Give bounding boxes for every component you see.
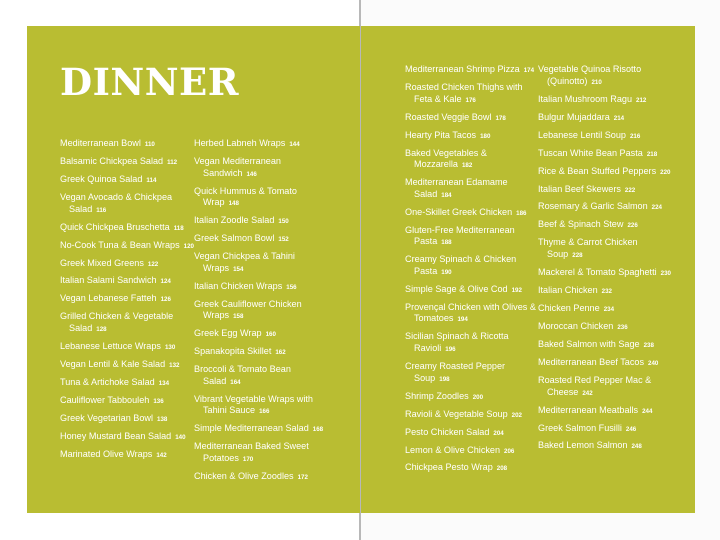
recipe-entry	[60, 449, 195, 462]
recipe-entry	[405, 225, 540, 249]
recipe-entry	[405, 302, 540, 326]
recipe-name: Lemon & Olive Chicken	[405, 444, 501, 455]
recipe-name: Quick Hummus & Tomato Wrap	[194, 185, 297, 208]
recipe-entry	[194, 394, 329, 418]
recipe-page-number: 246	[625, 425, 637, 433]
recipe-name: Greek Cauliflower Chicken Wraps	[194, 298, 302, 321]
recipe-page-number: 248	[631, 443, 642, 451]
recipe-entry	[538, 219, 673, 232]
recipe-name: Ravioli & Vegetable Soup	[405, 408, 508, 419]
recipe-page-number: 134	[158, 380, 170, 387]
recipe-column-2	[194, 138, 329, 489]
recipe-entry	[405, 427, 540, 440]
recipe-page-number: 118	[173, 224, 184, 232]
recipe-name: Rosemary & Garlic Salmon	[538, 201, 648, 212]
recipe-entry	[538, 267, 673, 280]
recipe-name: Vegan Mediterranean Sandwich	[194, 155, 281, 178]
recipe-page-number: 234	[603, 306, 615, 313]
recipe-page-number: 142	[156, 451, 167, 459]
recipe-name: Gluten-Free Mediterranean Pasta	[405, 224, 515, 247]
recipe-entry	[405, 391, 540, 404]
recipe-page-number: 220	[660, 168, 671, 176]
recipe-entry	[538, 321, 673, 334]
recipe-entry	[60, 138, 195, 151]
recipe-name: Honey Mustard Bean Salad	[60, 430, 172, 441]
recipe-entry	[194, 233, 329, 246]
recipe-entry	[538, 375, 673, 399]
recipe-page-number: 226	[627, 222, 638, 230]
recipe-name: Tuna & Artichoke Salad	[60, 377, 155, 387]
recipe-page-number: 164	[230, 378, 241, 386]
recipe-name: Beef & Spinach Stew	[538, 219, 624, 230]
recipe-name: Vegetable Quinoa Risotto (Quinotto)	[538, 64, 642, 86]
recipe-page-number: 168	[312, 426, 324, 434]
recipe-entry	[194, 138, 329, 151]
recipe-name: One-Skillet Greek Chicken	[405, 206, 513, 217]
recipe-entry	[60, 275, 195, 288]
recipe-name: Lebanese Lentil Soup	[538, 129, 626, 140]
recipe-page-number: 152	[278, 236, 289, 244]
recipe-entry	[405, 177, 540, 201]
recipe-name: Mediterranean Beef Tacos	[538, 356, 644, 367]
recipe-name: Bulgur Mujaddara	[538, 111, 610, 122]
recipe-entry	[194, 346, 329, 359]
recipe-entry	[538, 148, 673, 161]
recipe-entry	[194, 328, 329, 341]
recipe-name: Broccoli & Tomato Bean Salad	[194, 364, 291, 386]
recipe-entry	[60, 395, 195, 408]
recipe-entry	[405, 148, 540, 172]
recipe-entry	[194, 156, 329, 180]
recipe-name: Chicken & Olive Zoodles	[194, 470, 294, 481]
recipe-page-number: 230	[660, 270, 671, 278]
recipe-page-number: 216	[629, 132, 641, 140]
recipe-page-number: 198	[439, 375, 450, 383]
recipe-page-number: 122	[147, 260, 159, 268]
recipe-name: Greek Egg Wrap	[194, 328, 262, 339]
recipe-page-number: 178	[495, 114, 506, 122]
recipe-page-number: 148	[228, 200, 239, 208]
recipe-page-number: 166	[259, 408, 270, 416]
recipe-page-number: 140	[175, 433, 186, 441]
recipe-page-number: 120	[183, 242, 194, 250]
recipe-entry	[538, 64, 673, 88]
recipe-page-number: 110	[144, 141, 155, 148]
recipe-column-3	[405, 64, 540, 480]
recipe-name: Roasted Red Pepper Mac & Cheese	[538, 374, 652, 397]
recipe-page-number: 200	[472, 393, 484, 401]
recipe-entry	[60, 192, 195, 216]
recipe-page-number: 158	[233, 313, 244, 321]
recipe-page-number: 202	[511, 411, 522, 419]
recipe-name: Baked Lemon Salmon	[538, 440, 628, 451]
recipe-name: Italian Chicken Wraps	[194, 280, 283, 291]
recipe-name: Quick Chickpea Bruschetta	[60, 221, 170, 232]
recipe-page-number: 176	[465, 96, 476, 104]
recipe-column-1	[60, 138, 195, 467]
recipe-page-number: 138	[157, 415, 168, 423]
recipe-name: Vegan Lentil & Kale Salad	[60, 359, 166, 370]
recipe-entry	[60, 174, 195, 187]
recipe-name: No-Cook Tuna & Bean Wraps	[60, 239, 180, 250]
recipe-entry	[60, 293, 195, 306]
recipe-entry	[60, 377, 195, 390]
recipe-entry	[194, 186, 329, 210]
recipe-page-number: 244	[642, 407, 653, 415]
recipe-entry	[538, 112, 673, 125]
recipe-name: Italian Salami Sandwich	[60, 275, 157, 286]
recipe-entry	[60, 359, 195, 372]
recipe-entry	[538, 130, 673, 143]
recipe-name: Italian Mushroom Ragu	[538, 93, 633, 104]
recipe-page-number: 144	[289, 141, 300, 148]
recipe-page-number: 242	[582, 389, 593, 397]
recipe-page-number: 156	[286, 283, 297, 291]
recipe-page-number: 132	[169, 362, 180, 370]
recipe-entry	[405, 462, 540, 475]
recipe-page-number: 172	[297, 473, 308, 481]
recipe-page-number: 180	[480, 132, 491, 140]
recipe-entry	[405, 207, 540, 220]
recipe-name: Greek Salmon Fusilli	[538, 422, 622, 433]
recipe-page-number: 160	[265, 331, 276, 339]
recipe-name: Herbed Labneh Wraps	[194, 138, 286, 148]
recipe-entry	[194, 299, 329, 323]
recipe-name: Thyme & Carrot Chicken Soup	[538, 237, 638, 260]
recipe-page-number: 194	[457, 316, 468, 324]
recipe-entry	[538, 405, 673, 418]
recipe-page-number: 222	[624, 186, 636, 194]
recipe-entry	[60, 311, 195, 335]
recipe-name: Mediterranean Baked Sweet Potatoes	[194, 441, 309, 463]
recipe-name: Creamy Roasted Pepper Soup	[405, 360, 506, 383]
recipe-name: Greek Quinoa Salad	[60, 173, 143, 184]
recipe-name: Pesto Chicken Salad	[405, 426, 490, 437]
recipe-entry	[194, 215, 329, 228]
recipe-page-number: 228	[572, 252, 583, 260]
recipe-entry	[60, 222, 195, 235]
recipe-name: Vegan Chickpea & Tahini Wraps	[194, 251, 295, 273]
recipe-name: Vegan Lebanese Fatteh	[60, 293, 157, 304]
recipe-name: Tuscan White Bean Pasta	[538, 147, 643, 158]
recipe-page-number: 190	[441, 268, 452, 276]
recipe-entry	[194, 441, 329, 465]
recipe-entry	[405, 64, 540, 77]
recipe-name: Lebanese Lettuce Wraps	[60, 341, 161, 352]
recipe-entry	[405, 331, 540, 355]
recipe-entry	[194, 251, 329, 275]
recipe-name: Mackerel & Tomato Spaghetti	[538, 267, 657, 278]
recipe-entry	[194, 281, 329, 294]
recipe-entry	[405, 130, 540, 143]
recipe-entry	[538, 357, 673, 370]
recipe-page-number: 188	[441, 239, 452, 247]
recipe-page-number: 126	[160, 296, 171, 304]
recipe-page-number: 112	[167, 158, 178, 166]
recipe-name: Cauliflower Tabbouleh	[60, 394, 150, 405]
recipe-name: Greek Salmon Bowl	[194, 233, 275, 244]
recipe-page-number: 182	[461, 162, 473, 170]
recipe-page-number: 192	[511, 286, 522, 294]
recipe-entry	[405, 445, 540, 458]
recipe-name: Spanakopita Skillet	[194, 346, 272, 357]
recipe-entry	[538, 201, 673, 214]
recipe-name: Shrimp Zoodles	[405, 390, 469, 401]
page-title: DINNER	[60, 60, 239, 104]
recipe-name: Baked Salmon with Sage	[538, 338, 640, 349]
recipe-entry	[60, 240, 195, 253]
recipe-page-number: 162	[275, 349, 286, 357]
recipe-name: Moroccan Chicken	[538, 320, 614, 331]
recipe-page-number: 136	[153, 397, 164, 405]
recipe-entry	[60, 156, 195, 169]
recipe-name: Italian Zoodle Salad	[194, 215, 275, 226]
recipe-entry	[538, 237, 673, 261]
recipe-name: Italian Beef Skewers	[538, 183, 621, 194]
recipe-page-number: 204	[493, 429, 504, 437]
recipe-name: Mediterranean Bowl	[60, 138, 141, 148]
recipe-page-number: 232	[601, 288, 612, 296]
recipe-entry	[194, 471, 329, 484]
recipe-page-number: 186	[516, 209, 527, 217]
recipe-name: Grilled Chicken & Vegetable Salad	[60, 311, 174, 334]
recipe-entry	[60, 258, 195, 271]
recipe-entry	[194, 364, 329, 388]
recipe-name: Sicilian Spinach & Ricotta Ravioli	[405, 331, 509, 353]
recipe-page-number: 174	[523, 67, 535, 74]
recipe-page-number: 184	[441, 191, 452, 199]
recipe-name: Marinated Olive Wraps	[60, 448, 153, 459]
recipe-name: Italian Chicken	[538, 285, 598, 296]
recipe-name: Simple Sage & Olive Cod	[405, 283, 508, 294]
recipe-entry	[405, 254, 540, 278]
recipe-page-number: 214	[613, 114, 625, 122]
recipe-name: Baked Vegetables & Mozzarella	[405, 147, 487, 170]
recipe-page-number: 128	[96, 326, 107, 334]
recipe-name: Greek Vegetarian Bowl	[60, 412, 154, 423]
recipe-page-number: 124	[160, 278, 171, 286]
recipe-entry	[194, 423, 329, 436]
recipe-name: Greek Mixed Greens	[60, 257, 144, 268]
recipe-entry	[60, 431, 195, 444]
recipe-page-number: 114	[146, 176, 157, 184]
recipe-name: Mediterranean Edamame Salad	[405, 177, 508, 199]
recipe-name: Vegan Avocado & Chickpea Salad	[60, 191, 173, 214]
recipe-entry	[538, 303, 673, 316]
recipe-page-number: 236	[617, 323, 628, 331]
recipe-name: Roasted Chicken Thighs with Feta & Kale	[405, 81, 523, 104]
recipe-page-number: 206	[504, 447, 515, 455]
recipe-entry	[405, 112, 540, 125]
recipe-name: Vibrant Vegetable Wraps with Tahini Sauce	[194, 393, 313, 416]
recipe-page-number: 212	[636, 96, 647, 104]
recipe-entry	[60, 341, 195, 354]
recipe-name: Simple Mediterranean Salad	[194, 423, 309, 434]
recipe-entry	[405, 284, 540, 297]
recipe-page-number: 218	[646, 150, 658, 158]
recipe-page-number: 208	[496, 465, 508, 473]
recipe-entry	[538, 94, 673, 107]
recipe-page-number: 170	[242, 455, 254, 463]
recipe-name: Chicken Penne	[538, 303, 600, 313]
recipe-name: Mediterranean Meatballs	[538, 404, 639, 415]
recipe-entry	[405, 361, 540, 385]
recipe-page-number: 116	[96, 206, 107, 214]
recipe-entry	[538, 285, 673, 298]
recipe-name: Balsamic Chickpea Salad	[60, 155, 164, 166]
recipe-entry	[405, 82, 540, 106]
recipe-page-number: 238	[643, 341, 654, 349]
recipe-entry	[538, 339, 673, 352]
recipe-name: Creamy Spinach & Chicken Pasta	[405, 254, 517, 276]
recipe-page-number: 224	[651, 204, 662, 212]
recipe-entry	[60, 413, 195, 426]
recipe-entry	[538, 440, 673, 453]
recipe-page-number: 150	[278, 218, 289, 226]
recipe-name: Rice & Bean Stuffed Peppers	[538, 165, 657, 176]
recipe-name: Hearty Pita Tacos	[405, 129, 477, 140]
recipe-page-number: 210	[591, 78, 602, 86]
recipe-page-number: 130	[164, 344, 176, 352]
recipe-name: Chickpea Pesto Wrap	[405, 462, 493, 473]
recipe-entry	[405, 409, 540, 422]
recipe-entry	[538, 184, 673, 197]
recipe-page-number: 154	[233, 265, 244, 273]
recipe-column-4	[538, 64, 673, 458]
recipe-page-number: 240	[648, 359, 659, 367]
recipe-page-number: 146	[246, 170, 257, 178]
recipe-entry	[538, 423, 673, 436]
recipe-name: Provençal Chicken with Olives & Tomatoes	[405, 301, 536, 324]
recipe-name: Mediterranean Shrimp Pizza	[405, 64, 520, 74]
recipe-name: Roasted Veggie Bowl	[405, 111, 492, 122]
recipe-entry	[538, 166, 673, 179]
recipe-page-number: 196	[445, 345, 456, 353]
